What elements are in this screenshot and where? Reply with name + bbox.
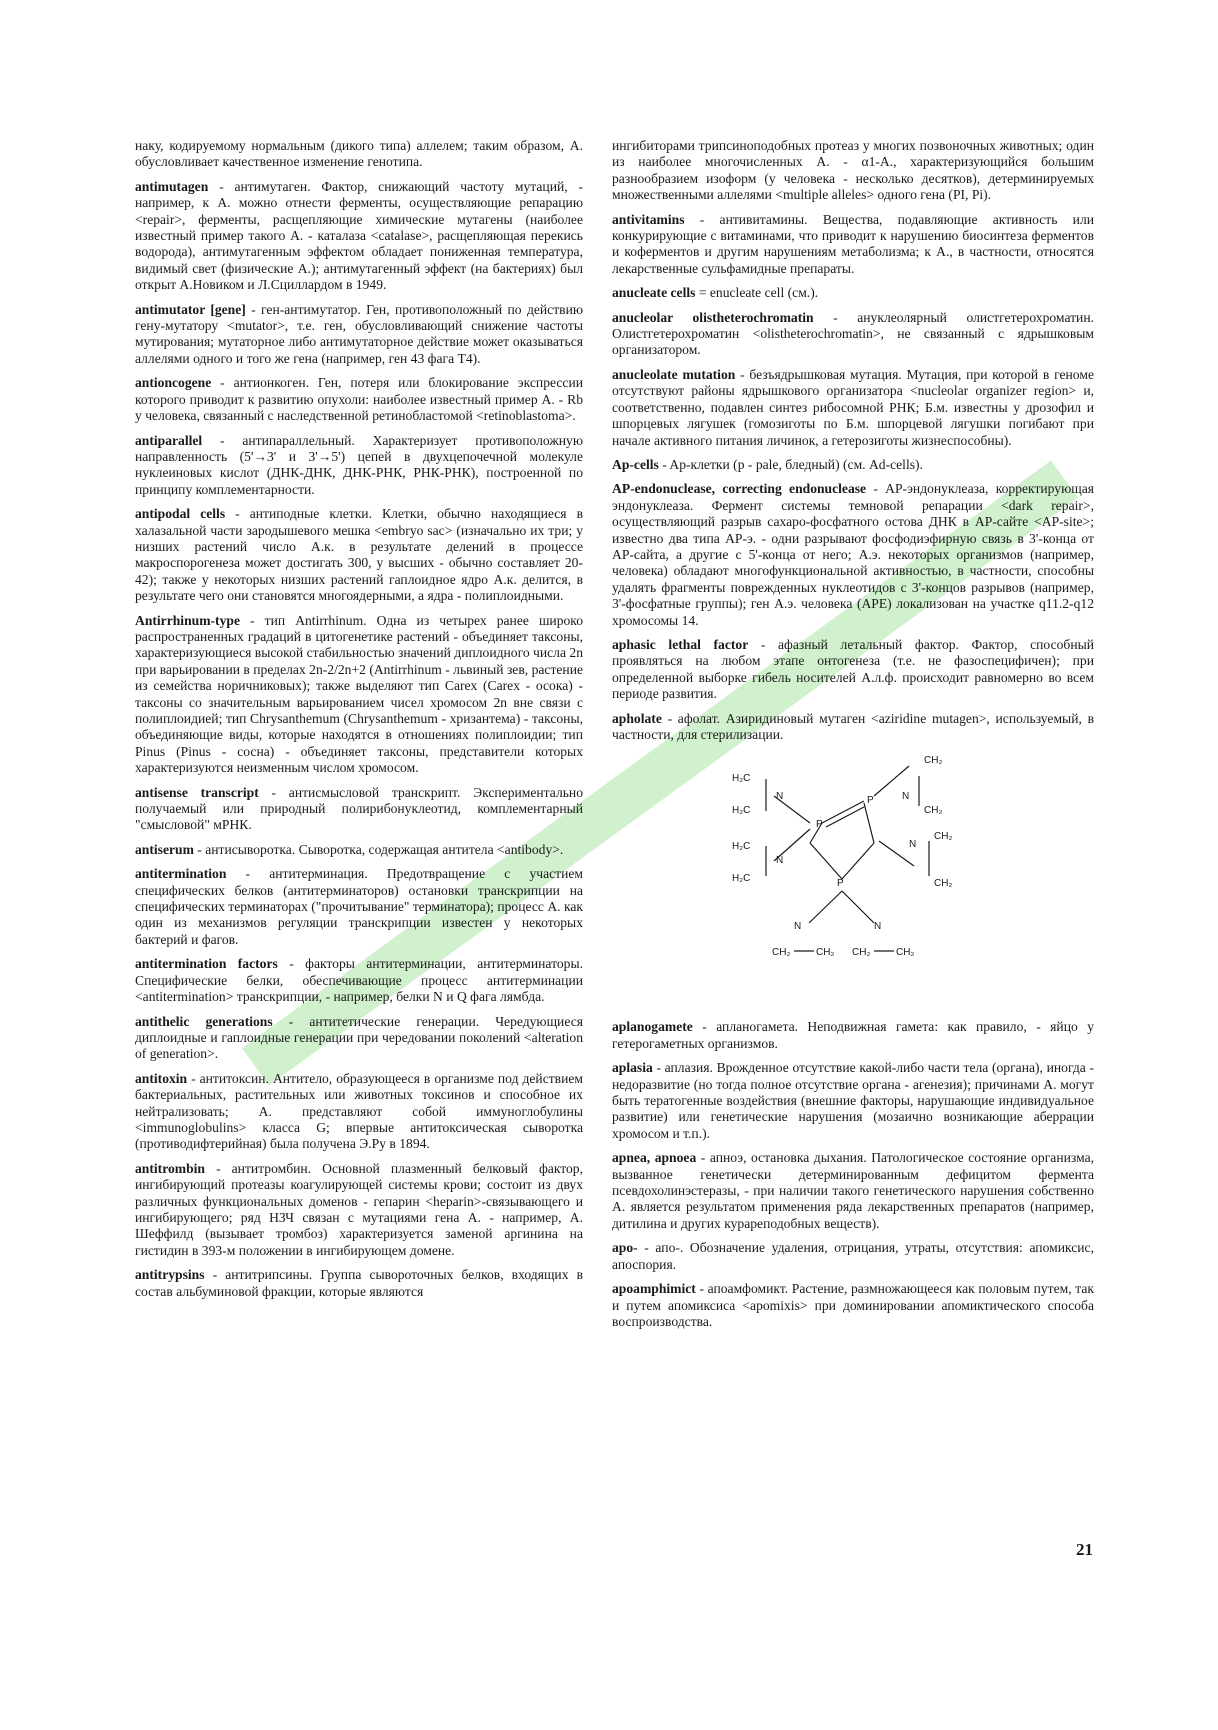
entry-definition: - факторы антитерминации, антитерминаторы. Специфические белки, обеспечивающие процесс антитерминации <antitermination> транскрипции, - например, белки N и Q фага лямбда. [135, 956, 584, 1005]
entry-definition: = enucleate cell (см.). [695, 285, 819, 301]
entry-headword: aplanogamete [612, 1019, 693, 1035]
dictionary-entry [135, 506, 583, 604]
apholate-structure-svg [724, 751, 984, 1001]
entry-headword: anucleolar olistheterochromatin [612, 309, 814, 325]
entry-definition: - ген-антимутатор. Ген, противоположный по действию гену-мутатору <mutator>, т.е. ген, обусловливающий снижение частоты мутирования; мутаторное либо антимутаторное действие может оказываться аллелями одного и того же гена (например, ген 43 фага Т4). [135, 301, 584, 366]
entry-definition: - антитетические генерации. Чередующиеся диплоидные и гаплоидные генерации при чередовании поколений <alteration of generation>. [135, 1013, 583, 1062]
entry-definition: - антитерминация. Предотвращение с участием специфических белков (антитерминаторов) остановки транскрипции на специфических терминаторах ("прочитывание" терминатора); процесс А. как один из механизмов регуляции транскрипции известен у некоторых бактерий и фагов. [135, 866, 583, 947]
dictionary-entry [135, 956, 583, 1005]
entry-headword: Antirrhinum-type [135, 612, 240, 628]
dictionary-entry [612, 637, 1094, 703]
entry-definition: - безъядрышковая мутация. Мутация, при которой в геноме отсутствуют районы ядрышкового организатора <nucleolar organizer region> и, соответственно, подавлен синтез рибосомной РНК; Б.м. известны у дрозофил и шпорцевых лягушек (гомозиготы по Б.м. шпорцевой лягушки погибают при начале активного питания личинок, а гетерозиготы жизнеспособны). [612, 366, 1094, 448]
entry-headword: aplasia [612, 1060, 653, 1076]
entry-headword: antitrypsins [135, 1267, 205, 1283]
entry-definition: - антиподные клетки. Клетки, обычно находящиеся в халазальной части зародышевого мешка <embryo sac> (изначально их три; у низших растений число А.к. в результате делений в процессе макроспорогенеза может достигать 300, у высших - обычно составляет 20-42); также у некоторых низших растений гаплоидное ядро А.к. делится, в результате чего они становятся многоядерными, а ядра - полиплоидными. [135, 506, 583, 604]
entry-headword: antitoxin [135, 1070, 188, 1086]
atom-label: H₂C [732, 873, 751, 885]
dictionary-entry [612, 457, 1094, 473]
entry-definition: - апланогамета. Неподвижная гамета: как правило, - яйцо у гетерогаметных организмов. [612, 1019, 1094, 1051]
dictionary-entry [135, 613, 583, 777]
entry-definition: - ануклеолярный олистгетерохроматин. Олистгетерохроматин <olistheterochromatin>, не связанный с ядрышковым организатором. [612, 309, 1095, 358]
entry-definition: - тип Antirrhinum. Одна из четырех ранее широко распространенных градаций в цитогенетике растений - объединяет таксоны, характеризующиеся высокой стабильностью значений диплоидного числа 2n при варьировании в пределах 2n-2/2n+2 (Antirrhinum - львиный зев, растение из семейства норичниковых); также выделяют тип Carex (Carex - осока) - таксоны со значительным варьированием чисел хромосом 2n вне связи с полиплоидией; тип Chrysanthemum (Chrysanthemum - хризантема) - таксоны, объединяющие виды, которые находятся в отношениях полиплоидии; тип Pinus (Pinus - сосна) - объединяет таксоны, представители которых характеризуются неизменным числом хромосом. [135, 612, 583, 776]
entry-headword: anucleate cells [612, 285, 696, 301]
atom-label: N [874, 921, 882, 933]
left-column [135, 138, 583, 1308]
dictionary-entry [135, 1014, 583, 1063]
entry-headword: apo- [612, 1240, 638, 1256]
atom-label: P [837, 878, 844, 890]
atom-label: P [816, 819, 823, 831]
dictionary-entry [135, 866, 583, 948]
entry-headword: aphasic lethal factor [612, 636, 749, 652]
dictionary-entry [612, 285, 1094, 301]
entry-headword: apoamphimict [612, 1281, 696, 1297]
atom-label: N [909, 839, 917, 851]
entry-definition: - антитрипсины. Группа сывороточных белков, входящих в состав альбуминовой фракции, которые являются [135, 1267, 583, 1299]
dictionary-entry [135, 375, 583, 424]
dictionary-entry [135, 842, 583, 858]
dictionary-entry [135, 785, 583, 834]
atom-label: N [776, 855, 784, 867]
entry-definition: - антитромбин. Основной плазменный белковый фактор, ингибирующий протеазы коагулирующей системы крови; состоит из двух различных функциональных доменов - гепарин <heparin>-связывающего и ингибирующего; ряд НЗЧ связан с мутациями гена А. - например, А. Шеффилд (вызывает тромбоз) характеризуется заменой аргинина на гистидин в 393-м положении в ингибирующем домене. [135, 1160, 583, 1258]
entry-definition: - антипараллельный. Характеризует противоположную направленность (5'→3' и 3'→5') цепей в двухцепочечной молекуле нуклеиновых кислот (ДНК-ДНК, ДНК-РНК, РНК-РНК), построенной по принципу комплементарности. [135, 432, 583, 497]
dictionary-entry [612, 138, 1094, 204]
atom-label: CH₂ [934, 878, 953, 890]
right-column [612, 138, 1094, 1338]
entry-headword: antioncogene [135, 375, 212, 391]
atom-label: N [794, 921, 802, 933]
dictionary-entry [612, 711, 1094, 744]
dictionary-entry [135, 1071, 583, 1153]
entry-definition: - антимутаген. Фактор, снижающий частоту мутаций, - например, к А. можно отнести ферменты, осуществляющие репарацию <repair>, ферменты, расщепляющие химические мутагены (наиболее известный пример такого А. - каталаза <catalase>, расщепляющая перекись водорода), антимутагенным эффектом обладает пониженная температура, видимый свет (физические А.); антимутагенный эффект (на бактериях) был открыт А.Новиком и Л.Сциллардом в 1949. [135, 178, 583, 293]
entry-headword: antiserum [135, 841, 194, 857]
entry-headword: antimutator [gene] [135, 301, 246, 317]
entry-headword: apholate [612, 710, 662, 726]
dictionary-entry [612, 367, 1094, 449]
entry-definition: - апноэ, остановка дыхания. Патологическое состояние организма, вызванное генетически детерминированным дефицитом фермента псевдохолинэстеразы, - при наличии такого генетического нарушения собственно А. является результатом применения ряда лекарственных препаратов (например, дитилина и других курареподобных веществ). [612, 1150, 1095, 1231]
entry-definition: - аплазия. Врожденное отсутствие какой-либо части тела (органа), иногда - недоразвитие (но тогда полное отсутствие органа - агенезия); причинами А. могут быть тератогенные воздействия (внешние факторы, нарушающие индивидуальное развитие) или генетические нарушения (мозаично возникающие аберрации хромосом и т.п.). [612, 1060, 1094, 1141]
atom-label: CH₂ [896, 947, 915, 959]
atom-label: P [867, 795, 874, 807]
entry-definition: - афолат. Азиридиновый мутаген <aziridine mutagen>, используемый, в частности, для стерилизации. [612, 710, 1094, 742]
dictionary-entry [612, 310, 1094, 359]
dictionary-entry [612, 1150, 1094, 1232]
entry-definition: - апо-. Обозначение удаления, отрицания, утраты, отсутствия: апомиксис, апоспория. [612, 1240, 1094, 1272]
apholate-structure-figure [612, 751, 1094, 1001]
dictionary-entry [612, 212, 1094, 278]
entry-definition: - антитоксин. Антитело, образующееся в организме под действием бактериальных, растительных или животных токсинов и способное их нейтрализовать; А. представляют собой иммуноглобулины <immunoglobulins> класса G; впервые антитоксическая сыворотка (противодифтерийная) была получена Э.Ру в 1894. [135, 1070, 583, 1152]
dictionary-entry [612, 1240, 1094, 1273]
entry-definition: наку, кодируемому нормальным (дикого типа) аллелем; таким образом, А. обусловливает качественное изменение генотипа. [135, 138, 583, 170]
entry-headword: antithelic generations [135, 1013, 273, 1029]
dictionary-entry [135, 433, 583, 499]
atom-label: CH₂ [924, 755, 943, 767]
page-number: 21 [1076, 1540, 1093, 1559]
atom-label: H₂C [732, 841, 751, 853]
right-column-top [612, 138, 1094, 743]
entry-definition: - антионкоген. Ген, потеря или блокирование экспрессии которого приводит к развитию опухоли: наиболее известный пример А. - Rb у человека, связанный с наследственной ретинобластомой <retinoblastoma>. [135, 375, 583, 424]
entry-definition: ингибиторами трипсиноподобных протеаз у многих позвоночных животных; один из наиболее многочисленных А. - α1-А., характеризующийся большим разнообразием изоформ (у человека - несколько десятков), детерминируемых множественными аллелями <multiple alleles> одного гена (PI, Pi). [612, 138, 1094, 203]
atom-label: CH₂ [852, 947, 871, 959]
atom-label: N [902, 791, 910, 803]
atom-label: H₂C [732, 773, 751, 785]
entry-headword: antitrombin [135, 1160, 205, 1176]
atom-label: CH₂ [816, 947, 835, 959]
dictionary-entry [135, 179, 583, 294]
dictionary-entry [612, 1060, 1094, 1142]
atom-label: CH₂ [924, 805, 943, 817]
entry-headword: antitermination [135, 866, 227, 882]
entry-definition: - Ap-клетки (p - pale, бледный) (см. Ad-cells). [658, 456, 923, 472]
dictionary-entry [135, 1267, 583, 1300]
entry-headword: apnea, apnoea [612, 1150, 697, 1166]
entry-headword: AP-endonuclease, correcting endonuclease [612, 481, 867, 497]
right-column-bottom [612, 1019, 1094, 1330]
entry-definition: - антисмысловой транскрипт. Экспериментально получаемый или природный полирибонуклеотид, комплементарный "смысловой" мРНК. [135, 784, 583, 833]
atom-label: CH₂ [934, 831, 953, 843]
entry-headword: Ap-cells [612, 456, 659, 472]
entry-headword: antivitamins [612, 211, 685, 227]
atom-label: CH₂ [772, 947, 791, 959]
atom-label: N [776, 791, 784, 803]
entry-headword: antimutagen [135, 178, 209, 194]
dictionary-entry [612, 1019, 1094, 1052]
entry-definition: - антивитамины. Вещества, подавляющие активность или конкурирующие с витаминами, что приводит к нарушению биосинтеза ферментов и коферментов и другим нарушениям метаболизма; к А., в частности, относятся лекарственные сульфамидные препараты. [612, 211, 1094, 276]
entry-headword: antiparallel [135, 432, 203, 448]
entry-headword: antipodal cells [135, 506, 226, 522]
dictionary-entry [612, 481, 1094, 629]
entry-definition: - антисыворотка. Сыворотка, содержащая антитела <antibody>. [193, 841, 564, 857]
entry-definition: - апоамфомикт. Растение, размножающееся как половым путем, так и путем апомиксиса <apomixis> при доминировании апомиктического способа воспроизводства. [612, 1281, 1094, 1329]
entry-headword: anucleolate mutation [612, 366, 736, 382]
dictionary-entry [135, 138, 583, 171]
entry-headword: antitermination factors [135, 956, 278, 972]
entry-definition: - АР-эндонуклеаза, корректирующая эндонуклеаза. Фермент системы темновой репарации <dark repair>, осуществляющий разрыв сахаро-фосфатного остова ДНК в АР-сайте <AP-site>; известно два типа АР-э. - одни разрывают фосфодиэфирную связь в 3'-конца от АР-сайта, а другие с 5'-конца от него; А.э. некоторых организмов (например, человека) обладают многофункциональной активностью, в частности, способны удалять фрагменты поврежденных нуклеотидов с 3'-концов разрывов (например, 3'-фосфатные группы); ген А.э. человека (APE) локализован на участке q11.2-q12 хромосомы 14. [612, 481, 1094, 628]
atom-label: H₂C [732, 805, 751, 817]
dictionary-entry [135, 302, 583, 368]
dictionary-entry [135, 1161, 583, 1259]
dictionary-entry [612, 1281, 1094, 1330]
entry-definition: - афазный летальный фактор. Фактор, способный проявляться на любом этапе онтогенеза (т.е. не фазоспецифичен); при определенной выборке гибель носителей А.л.ф. происходит равномерно во всем периоде развития. [612, 636, 1094, 702]
entry-headword: antisense transcript [135, 784, 259, 800]
